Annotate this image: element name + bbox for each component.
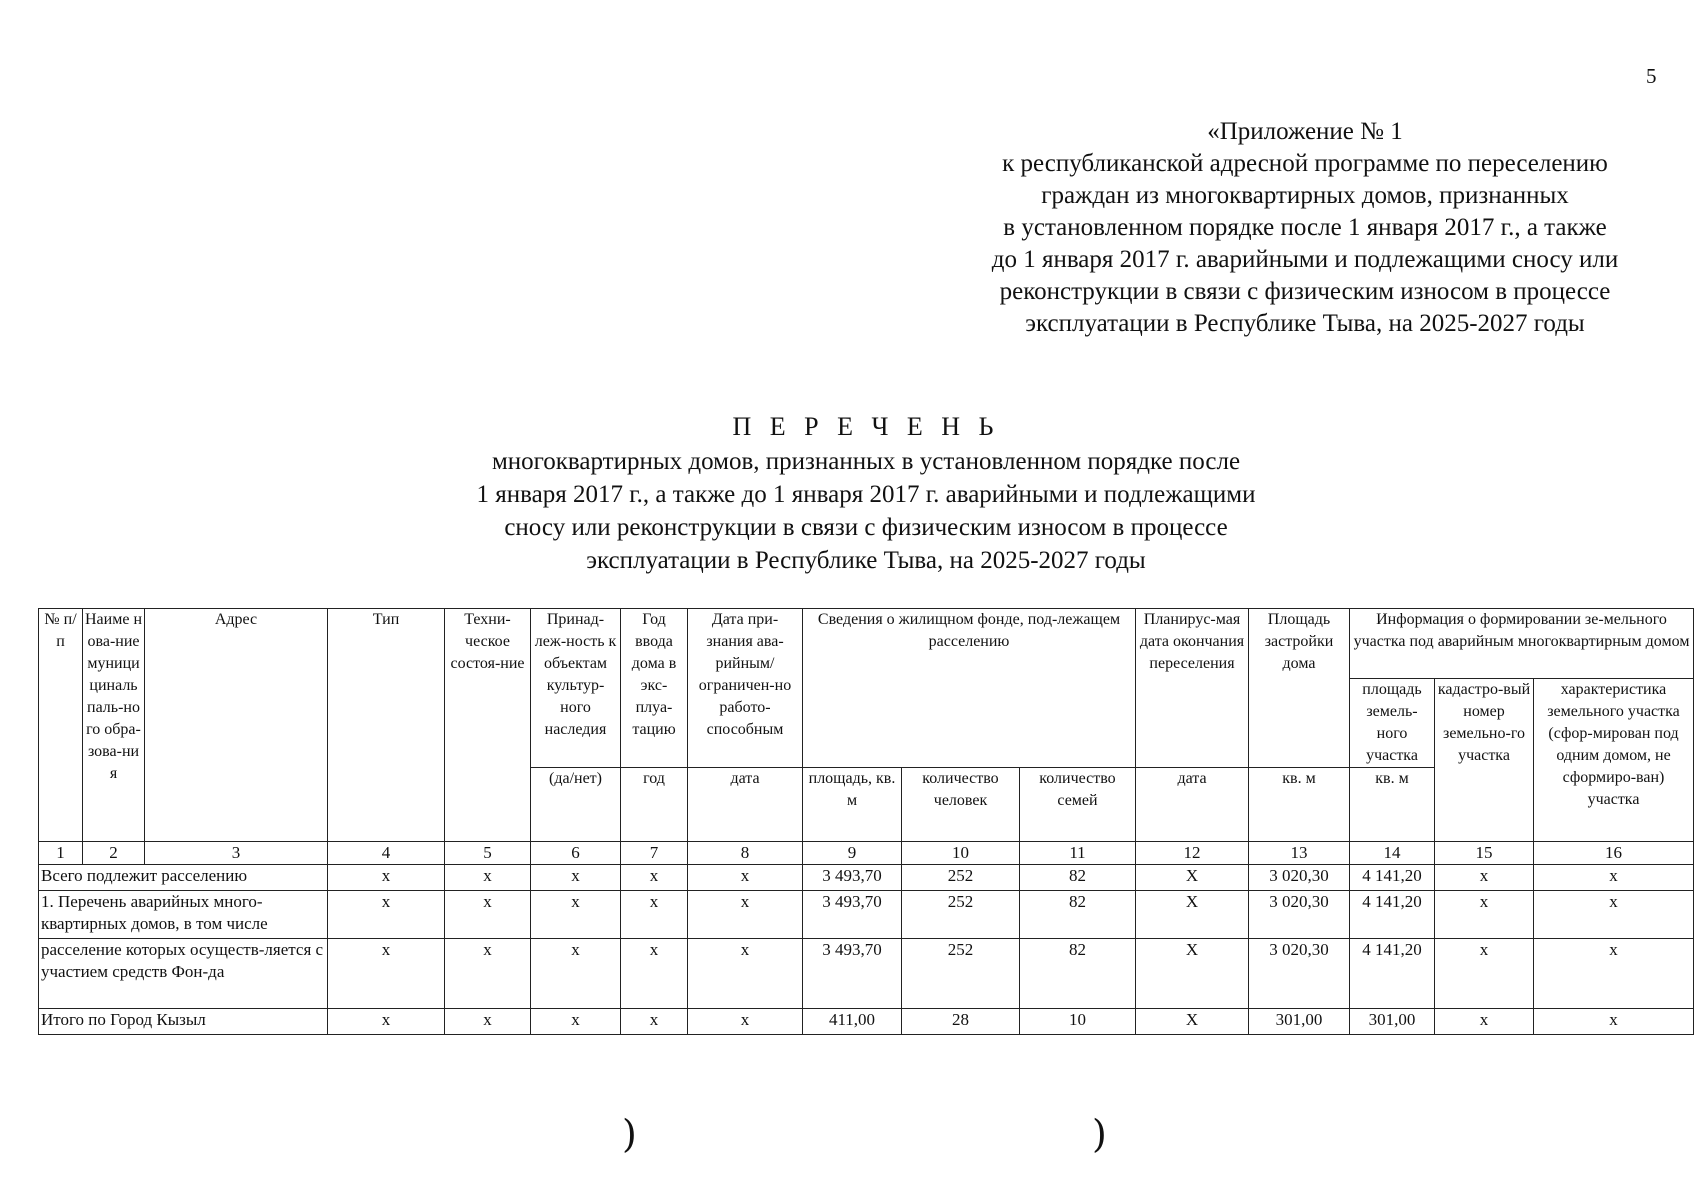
- cell-planned: Х: [1136, 939, 1249, 1009]
- row-label: Итого по Город Кызыл: [39, 1009, 328, 1035]
- header-heritage: Принад-леж-ность к объектам культур-ного наследия: [531, 609, 621, 768]
- appendix-line: в установленном порядке после 1 января 2017 г., а также: [1003, 214, 1607, 241]
- unit-build-area: кв. м: [1249, 768, 1350, 842]
- cell-land-area: 301,00: [1350, 1009, 1435, 1035]
- header-families: количество семей: [1020, 768, 1136, 842]
- unit-heritage: (да/нет): [531, 768, 621, 842]
- cell-build-area: 3 020,30: [1249, 939, 1350, 1009]
- cell-tech: x: [445, 939, 531, 1009]
- cell-tech: x: [445, 891, 531, 939]
- header-year: Год ввода дома в экс-плуа-тацию: [621, 609, 688, 768]
- cell-type: x: [328, 865, 445, 891]
- appendix-line: до 1 января 2017 г. аварийными и подлежащими сносу или: [991, 246, 1619, 273]
- cell-build-area: 3 020,30: [1249, 891, 1350, 939]
- cell-heritage: x: [531, 891, 621, 939]
- column-number: 2: [83, 842, 145, 865]
- column-number: 9: [803, 842, 902, 865]
- cell-tech: x: [445, 865, 531, 891]
- header-municipality: Наиме нова-ние муници циналь паль-ного обра-зова-ния: [83, 609, 145, 842]
- page-number: 5: [1646, 64, 1657, 88]
- appendix-line: эксплуатации в Республике Тыва, на 2025-2027 годы: [1025, 310, 1585, 337]
- column-number: 5: [445, 842, 531, 865]
- cell-heritage: x: [531, 1009, 621, 1035]
- column-number: 12: [1136, 842, 1249, 865]
- appendix-line: граждан из многоквартирных домов, признанных: [1041, 182, 1569, 209]
- cell-families: 10: [1020, 1009, 1136, 1035]
- cell-date: x: [688, 891, 803, 939]
- column-number: 3: [145, 842, 328, 865]
- cell-land-char: x: [1534, 1009, 1694, 1035]
- cell-area: 3 493,70: [803, 939, 902, 1009]
- column-number: 11: [1020, 842, 1136, 865]
- cell-date: x: [688, 865, 803, 891]
- cell-tech: x: [445, 1009, 531, 1035]
- table-row: [39, 865, 1694, 891]
- subtitle-line: 1 января 2017 г., а также до 1 января 2017 г. аварийными и подлежащими: [476, 481, 1256, 508]
- unit-year: год: [621, 768, 688, 842]
- header-land-char: характеристика земельного участка (сфор-мирован под одним домом, не сформиро-ван) участка: [1534, 679, 1694, 842]
- cell-year: x: [621, 939, 688, 1009]
- cell-families: 82: [1020, 939, 1136, 1009]
- header-row: [39, 609, 1694, 679]
- cell-area: 3 493,70: [803, 891, 902, 939]
- column-number: 8: [688, 842, 803, 865]
- cell-land-char: x: [1534, 865, 1694, 891]
- unit-planned-date: дата: [1136, 768, 1249, 842]
- column-number: 14: [1350, 842, 1435, 865]
- column-number: 13: [1249, 842, 1350, 865]
- unit-emergency-date: дата: [688, 768, 803, 842]
- header-num: № п/п: [39, 609, 83, 842]
- cell-year: x: [621, 1009, 688, 1035]
- cell-people: 252: [902, 939, 1020, 1009]
- table-row: [39, 891, 1694, 939]
- cell-type: x: [328, 939, 445, 1009]
- header-land-group: Информация о формировании зе-мельного участка под аварийным многоквартирным домом: [1350, 609, 1694, 679]
- cell-land-char: x: [1534, 891, 1694, 939]
- cell-build-area: 3 020,30: [1249, 865, 1350, 891]
- cell-area: 3 493,70: [803, 865, 902, 891]
- cell-planned: Х: [1136, 865, 1249, 891]
- subtitle-line: сносу или реконструкции в связи с физическим износом в процессе: [504, 514, 1228, 541]
- header-land-area: площадь земель-ного участка: [1350, 679, 1435, 768]
- cell-area: 411,00: [803, 1009, 902, 1035]
- cell-build-area: 301,00: [1249, 1009, 1350, 1035]
- cell-cadastral: x: [1435, 939, 1534, 1009]
- cell-date: x: [688, 939, 803, 1009]
- handwritten-mark: ): [1092, 1112, 1107, 1156]
- cell-people: 252: [902, 865, 1020, 891]
- appendix-header: [925, 116, 1685, 340]
- cell-families: 82: [1020, 891, 1136, 939]
- table-row: [39, 1009, 1694, 1035]
- header-build-area: Площадь застройки дома: [1249, 609, 1350, 768]
- header-tech-state: Техни-ческое состоя-ние: [445, 609, 531, 842]
- row-label: 1. Перечень аварийных много-квартирных домов, в том числе: [39, 891, 328, 939]
- appendix-line: реконструкции в связи с физическим износом в процессе: [999, 278, 1611, 305]
- column-number: 4: [328, 842, 445, 865]
- column-number: 6: [531, 842, 621, 865]
- header-planned-date: Планирус-мая дата окончания переселения: [1136, 609, 1249, 768]
- header-type: Тип: [328, 609, 445, 842]
- appendix-line: «Приложение № 1: [1207, 118, 1403, 145]
- header-area: площадь, кв. м: [803, 768, 902, 842]
- column-number: 1: [39, 842, 83, 865]
- cell-land-char: x: [1534, 939, 1694, 1009]
- header-address: Адрес: [145, 609, 328, 842]
- subtitle-line: эксплуатации в Республике Тыва, на 2025-2027 годы: [586, 547, 1146, 574]
- title-heading: П Е Р Е Ч Е Н Ь: [732, 412, 1000, 441]
- cell-cadastral: x: [1435, 865, 1534, 891]
- subtitle-line: многоквартирных домов, признанных в установленном порядке после: [491, 448, 1241, 475]
- header-housing-group: Сведения о жилищном фонде, под-лежащем расселению: [803, 609, 1136, 768]
- cell-heritage: x: [531, 865, 621, 891]
- cell-year: x: [621, 891, 688, 939]
- column-number: 15: [1435, 842, 1534, 865]
- cell-heritage: x: [531, 939, 621, 1009]
- row-label: Всего подлежит расселению: [39, 865, 328, 891]
- cell-planned: Х: [1136, 891, 1249, 939]
- column-number: 10: [902, 842, 1020, 865]
- row-label: расселение которых осуществ-ляется с участием средств Фон-да: [39, 939, 328, 1009]
- header-emergency-date: Дата при-знания ава-рийным/ ограничен-но работо-способным: [688, 609, 803, 768]
- header-people: количество человек: [902, 768, 1020, 842]
- title-subtitle: [370, 445, 1362, 577]
- cell-date: x: [688, 1009, 803, 1035]
- cell-cadastral: x: [1435, 891, 1534, 939]
- unit-land-area: кв. м: [1350, 768, 1435, 842]
- column-number: 7: [621, 842, 688, 865]
- header-cadastral: кадастро-вый номер земельно-го участка: [1435, 679, 1534, 842]
- cell-year: x: [621, 865, 688, 891]
- table-row: [39, 939, 1694, 1009]
- cell-land-area: 4 141,20: [1350, 939, 1435, 1009]
- cell-planned: Х: [1136, 1009, 1249, 1035]
- cell-families: 82: [1020, 865, 1136, 891]
- cell-cadastral: x: [1435, 1009, 1534, 1035]
- column-number: 16: [1534, 842, 1694, 865]
- cell-people: 252: [902, 891, 1020, 939]
- document-title: [370, 410, 1362, 577]
- column-numbers-row: [39, 842, 1694, 865]
- cell-type: x: [328, 1009, 445, 1035]
- cell-type: x: [328, 891, 445, 939]
- cell-land-area: 4 141,20: [1350, 865, 1435, 891]
- cell-people: 28: [902, 1009, 1020, 1035]
- cell-land-area: 4 141,20: [1350, 891, 1435, 939]
- handwritten-mark: ): [622, 1112, 637, 1156]
- houses-table: [38, 608, 1694, 1035]
- appendix-line: к республиканской адресной программе по переселению: [1002, 150, 1608, 177]
